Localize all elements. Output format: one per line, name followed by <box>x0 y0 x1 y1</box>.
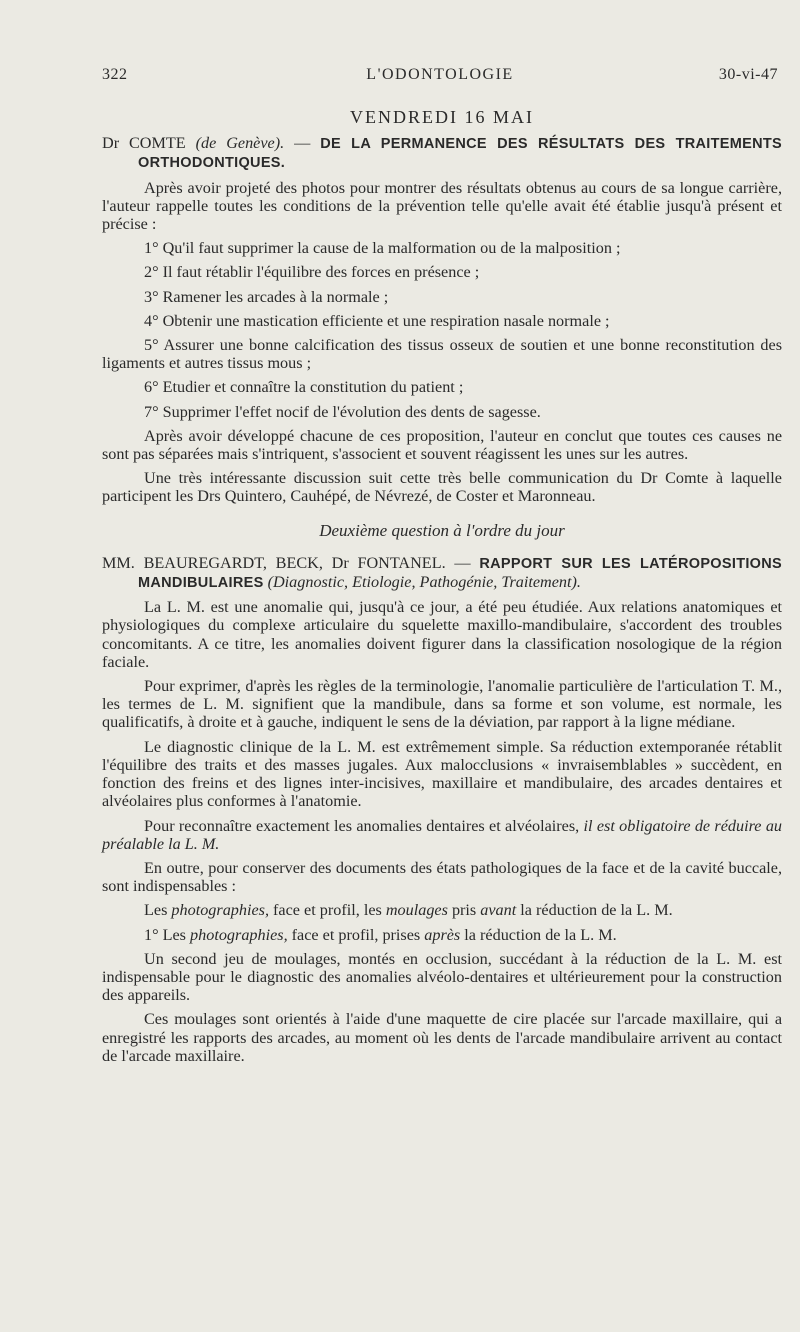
comte-point-5: 5° Assurer une bonne calcification des tissus osseux de soutien et une bonne reconstitution des ligaments et autres tissus mous ; <box>102 336 782 373</box>
p7-italic-apres: après <box>424 925 461 944</box>
comte-conclusion: Après avoir développé chacune de ces proposition, l'auteur en conclut que toutes ces causes ne sont pas séparées mais s'intriquent, s'associent et souvent réagissent les unes sur les autres. <box>102 426 782 464</box>
p6-italic-photographies: photographies, <box>171 901 269 920</box>
rapport-subtitle: (Diagnostic, Etiologie, Pathogénie, Traitement). <box>267 573 581 592</box>
page-number: 322 <box>102 66 128 83</box>
comte-discussion: Une très intéressante discussion suit cette très belle communication du Dr Comte à laquelle participent les Drs Quintero, Cauhépé, de Névrezé, de Coster et Maronneau. <box>102 469 782 506</box>
comte-affiliation: (de Genève). <box>195 134 285 153</box>
rapport-authors: MM. BEAUREGARDT, BECK, Dr FONTANEL. <box>102 553 446 572</box>
journal-title: L'ODONTOLOGIE <box>366 66 514 83</box>
p7-italic-photographies: photographies, <box>190 925 288 944</box>
p6-text-e: pris <box>451 901 477 920</box>
rapport-paragraph-2: Pour exprimer, d'après les règles de la terminologie, l'anomalie particulière de l'articulation T. M., les termes de L. M. signifient que la mandibule, dans sa forme et son volume, est normale, les qualificatifs, à droite et à gauche, indiquent le sens de la déviation, par rapport à la ligne médiane. <box>102 677 782 732</box>
issue-date: 30-vi-47 <box>718 66 778 83</box>
p6-italic-avant: avant <box>480 901 517 920</box>
comte-intro: Après avoir projeté des photos pour montrer des résultats obtenus au cours de sa longue carrière, l'auteur rappelle toutes les conditions de la prévention telle qu'elle avait été établie jusqu'à présent et précise : <box>102 178 782 234</box>
comte-author: Dr COMTE <box>102 134 186 153</box>
rapport-paragraph-4 <box>102 817 782 853</box>
rapport-paragraph-9: Ces moulages sont orientés à l'aide d'une maquette de cire placée sur l'arcade maxillaire, qui a enregistré les rapports des arcades, au moment où les dents de l'arcade mandibulaire arrivent au contact de l'arcade maxillaire. <box>102 1010 782 1065</box>
p6-text-g: la réduction de la L. M. <box>520 901 673 920</box>
p6-text-c: face et profil, les <box>273 901 382 920</box>
rapport-p4-text: Pour reconnaître exactement les anomalies dentaires et alvéolaires, <box>144 816 580 835</box>
comte-point-6: 6° Etudier et connaître la constitution du patient ; <box>144 378 464 397</box>
p6-italic-moulages: moulages <box>385 901 448 920</box>
section-day-heading: VENDREDI 16 MAI <box>350 107 534 127</box>
comte-point-4: 4° Obtenir une mastication efficiente et une respiration nasale normale ; <box>144 311 610 330</box>
rapport-paragraph-5: En outre, pour conserver des documents des états pathologiques de la face et de la cavité buccale, sont indispensables : <box>102 858 782 896</box>
rapport-dash: — <box>445 553 480 572</box>
comte-dash: — <box>284 134 321 153</box>
comte-point-2: 2° Il faut rétablir l'équilibre des forces en présence ; <box>144 263 480 282</box>
question-heading: Deuxième question à l'ordre du jour <box>319 520 565 540</box>
comte-heading <box>102 134 782 172</box>
p7-text-c: face et profil, prises <box>291 925 421 944</box>
comte-title: DE LA PERMANENCE DES RÉSULTATS DES TRAITEMENTS ORTHODONTIQUES. <box>138 136 783 172</box>
rapport-paragraph-3: Le diagnostic clinique de la L. M. est extrêmement simple. Sa réduction extemporanée rétablit l'équilibre des traits et des masses jugales. Aux malocclusions « invraisemblables » succèdent, en fonction des freins et des lignes inter-incisives, maxillaire et mandibulaire, des arcades dentaires et alvéolaires plus conformes à l'anatomie. <box>102 737 782 811</box>
rapport-paragraph-1: La L. M. est une anomalie qui, jusqu'à ce jour, a été peu étudiée. Aux relations anatomiques et physiologiques du complexe articulaire du squelette maxillo-mandibulaire, s'accordent des troubles concomitants. A ce titre, les anomalies doivent figurer dans la classification nosologique de la région faciale. <box>102 598 782 671</box>
rapport-p4-emphasis: il est obligatoire de réduire au préalable la L. M. <box>102 816 783 853</box>
rapport-paragraph-8: Un second jeu de moulages, montés en occlusion, succédant à la réduction de la L. M. est indispensable pour le diagnostic des anomalies alvéolo-dentaires et ultérieurement pour la construction des appareils. <box>102 949 782 1005</box>
rapport-paragraph-6 <box>102 901 782 919</box>
p6-text-a: Les <box>144 901 168 920</box>
rapport-heading <box>102 554 782 592</box>
article-body <box>102 108 782 1071</box>
p7-text-e: la réduction de la L. M. <box>464 925 617 944</box>
rapport-title: RAPPORT SUR LES LATÉROPOSITIONS MANDIBULAIRES <box>138 555 782 592</box>
p7-text-a: 1° Les <box>144 925 186 944</box>
rapport-paragraph-7 <box>102 926 782 944</box>
comte-point-1: 1° Qu'il faut supprimer la cause de la malformation ou de la malposition ; <box>144 239 621 258</box>
comte-point-7: 7° Supprimer l'effet nocif de l'évolution des dents de sagesse. <box>144 402 541 421</box>
comte-point-3: 3° Ramener les arcades à la normale ; <box>144 287 389 306</box>
